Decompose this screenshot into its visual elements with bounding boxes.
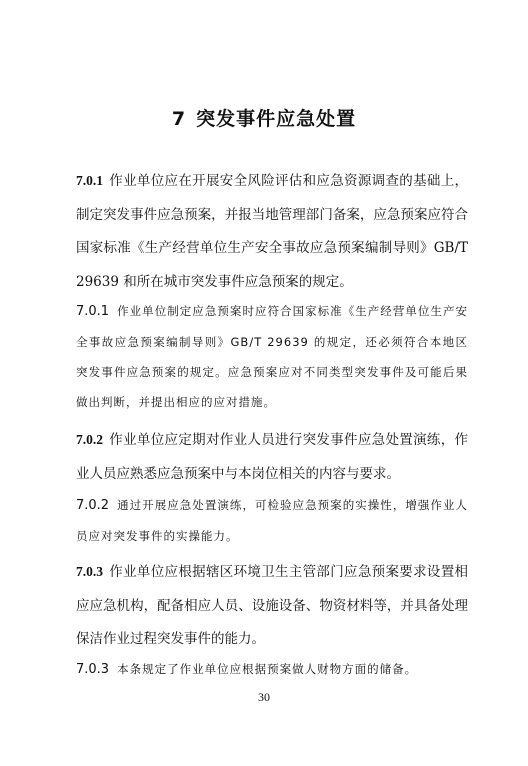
clause-number: 7.0.3 xyxy=(76,564,103,579)
explanation-number: 7.0.1 xyxy=(76,304,110,319)
explanation-text: 通过开展应急处置演练，可检验应急预案的实操性，增强作业人员应对突发事件的实操能力。 xyxy=(76,498,468,543)
explanation-number: 7.0.3 xyxy=(76,662,110,677)
clause-7-0-2 xyxy=(76,423,468,491)
clause-text: 作业单位应根据辖区环境卫生主管部门应急预案要求设置相应应急机构，配备相应人员、设施设备、物资材料等，并具备处理保洁作业过程突发事件的能力。 xyxy=(76,564,468,647)
section-number: 7 xyxy=(171,108,187,130)
explanation-7-0-1 xyxy=(76,296,468,417)
clause-number: 7.0.2 xyxy=(76,432,103,447)
clause-7-0-1 xyxy=(76,164,468,299)
clause-text: 作业单位应在开展安全风险评估和应急资源调查的基础上，制定突发事件应急预案，并报当地管理部门备案，应急预案应符合国家标准《生产经营单位生产安全事故应急预案编制导则》GB/T 29639 和所在城市突发事件应急预案的规定。 xyxy=(76,173,468,290)
explanation-7-0-3 xyxy=(76,654,468,685)
section-heading xyxy=(0,104,528,131)
clause-number: 7.0.1 xyxy=(76,173,103,188)
explanation-7-0-2 xyxy=(76,490,468,551)
page-number: 30 xyxy=(258,690,270,704)
explanation-text: 本条规定了作业单位应根据预案做人财物方面的储备。 xyxy=(117,662,418,676)
section-title: 突发事件应急处置 xyxy=(196,108,357,130)
explanation-text: 作业单位制定应急预案时应符合国家标准《生产经营单位生产安全事故应急预案编制导则》GB/T 29639 的规定，还必须符合本地区突发事件应急预案的规定。应急预案应对不同类型突发事件及可能后果做出判断，并提出相应的应对措施。 xyxy=(76,304,468,409)
explanation-number: 7.0.2 xyxy=(76,498,110,513)
clause-text: 作业单位应定期对作业人员进行突发事件应急处置演练，作业人员应熟悉应急预案中与本岗位相关的内容与要求。 xyxy=(76,432,468,482)
clause-7-0-3 xyxy=(76,555,468,657)
